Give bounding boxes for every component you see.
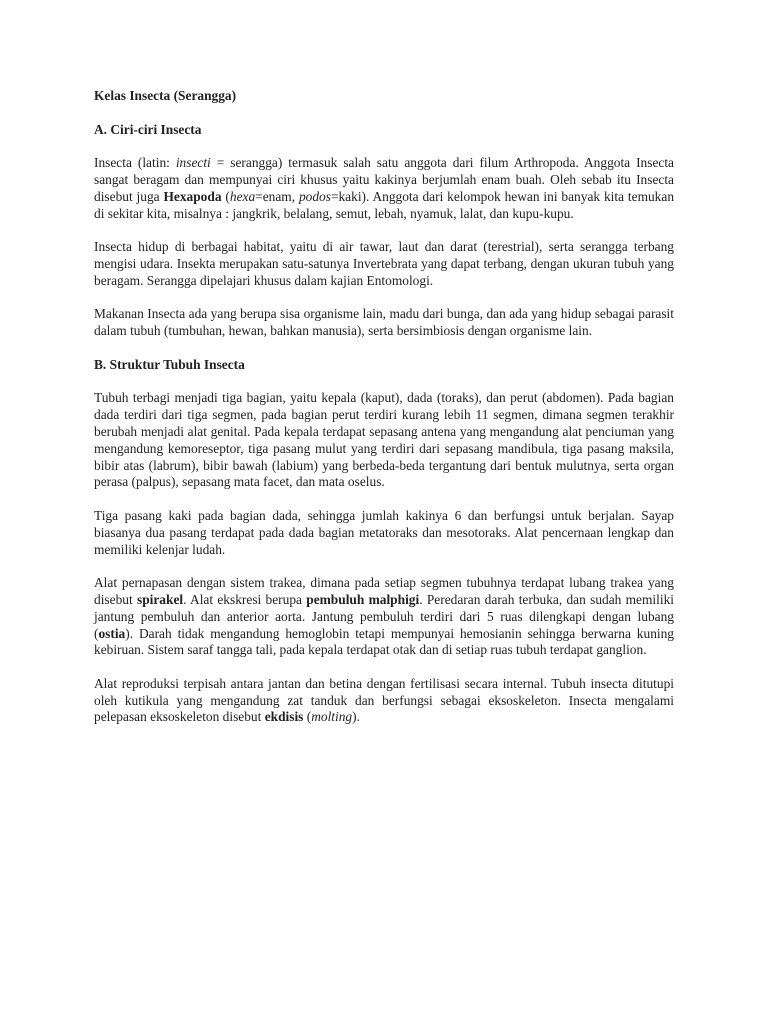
section-a-paragraph-3: Makanan Insecta ada yang berupa sisa organisme lain, madu dari bunga, dan ada yang hidup sebagai parasit dalam tubuh (tumbuhan, hewan, bahkan manusia), serta bersimbiosis dengan organisme lain.	[94, 306, 674, 339]
spacer	[94, 340, 674, 357]
italic-term: insecti	[175, 155, 211, 171]
spacer	[94, 491, 674, 508]
text-run: Alat pernapasan dengan sistem trakea, dimana pada setiap segmen tubuhnya terdapat lubang trakea yang disebut	[94, 575, 674, 607]
text-run: . Alat ekskresi berupa	[183, 591, 307, 607]
spacer	[94, 374, 674, 391]
text-run: Insecta (latin:	[94, 155, 176, 171]
spacer	[94, 222, 674, 239]
bold-term: spirakel	[136, 591, 184, 607]
spacer	[94, 138, 674, 155]
section-a-paragraph-2: Insecta hidup di berbagai habitat, yaitu di air tawar, laut dan darat (terestrial), serta serangga terbang mengisi udara. Insekta merupakan satu-satunya Invertebrata yang dapat terbang, dengan ukuran tubuh yang beragam. Serangga dipelajari khusus dalam kajian Entomologi.	[94, 239, 674, 288]
text-run: (	[221, 188, 230, 204]
bold-term: Hexapoda	[163, 188, 222, 204]
section-b-paragraph-4	[94, 676, 674, 726]
spacer	[94, 558, 674, 575]
text-run: . Peredaran darah terbuka, dan sudah memiliki jantung pembuluh dan anterior aorta. Jantung pembuluh terdiri dari 5 ruas dilengkapi dengan lubang (	[94, 591, 674, 641]
spacer	[94, 659, 674, 676]
bold-term: ostia	[98, 625, 126, 641]
document-page	[94, 88, 674, 726]
text-run: (	[303, 709, 312, 725]
bold-term: pembuluh malphigi	[306, 591, 420, 607]
text-run: Alat reproduksi terpisah antara jantan dan betina dengan fertilisasi secara internal. Tubuh insecta ditutupi oleh kutikula yang mengandung zat tanduk dan berfungsi sebagai eksoskeleton. Insecta mengalami pelepasan eksoskeleton disebut	[94, 675, 674, 725]
section-b-paragraph-1: Tubuh terbagi menjadi tiga bagian, yaitu kepala (kaput), dada (toraks), dan perut (abdomen). Pada bagian dada terdiri dari tiga segmen, pada bagian perut terdiri kurang lebih 11 segmen, dimana segmen terakhir berubah menjadi alat genital. Pada kepala terdapat sepasang antena yang mengandung alat penciuman yang mengandung kemoreseptor, tiga pasang mulut yang terdiri dari sepasang mandibula, tiga pasang maksila, bibir atas (labrum), bibir bawah (labium) yang berbeda-beda tergantung dari bentuk mulutnya, serta organ perasa (palpus), sepasang mata facet, dan mata oselus.	[94, 390, 674, 490]
italic-term: molting	[311, 709, 353, 725]
text-run: ). Darah tidak mengandung hemoglobin tetapi mempunyai hemosianin sehingga berwarna kuning kebiruan. Sistem saraf tangga tali, pada kepala terdapat otak dan di setiap ruas tubuh terdapat ganglion.	[94, 625, 674, 658]
document-title: Kelas Insecta (Serangga)	[94, 88, 237, 103]
bold-term: ekdisis	[264, 709, 304, 725]
italic-term: podos	[298, 188, 331, 204]
section-a-paragraph-1	[94, 155, 674, 222]
text-run: = serangga) termasuk salah satu anggota dari filum Arthropoda. Anggota Insecta sangat beragam dan mempunyai ciri khusus yaitu kakinya berjumlah enam buah. Oleh sebab itu Insecta disebut juga	[94, 155, 675, 204]
italic-term: hexa	[229, 188, 256, 204]
section-a-heading: A. Ciri-ciri Insecta	[94, 121, 202, 137]
section-b-paragraph-3	[94, 575, 674, 659]
text-run: ).	[352, 709, 360, 725]
spacer	[94, 105, 674, 122]
text-run: =enam,	[255, 188, 299, 204]
section-b-paragraph-2: Tiga pasang kaki pada bagian dada, sehingga jumlah kakinya 6 dan berfungsi untuk berjalan. Sayap biasanya dua pasang terdapat pada dada bagian metatoraks dan mesotoraks. Alat pencernaan lengkap dan memiliki kelenjar ludah.	[94, 507, 674, 557]
text-run: =kaki). Anggota dari kelompok hewan ini banyak kita temukan di sekitar kita, misalnya : jangkrik, belalang, semut, lebah, nyamuk, lalat, dan kupu-kupu.	[94, 188, 675, 221]
spacer	[94, 290, 674, 307]
section-b-heading: B. Struktur Tubuh Insecta	[94, 356, 245, 372]
